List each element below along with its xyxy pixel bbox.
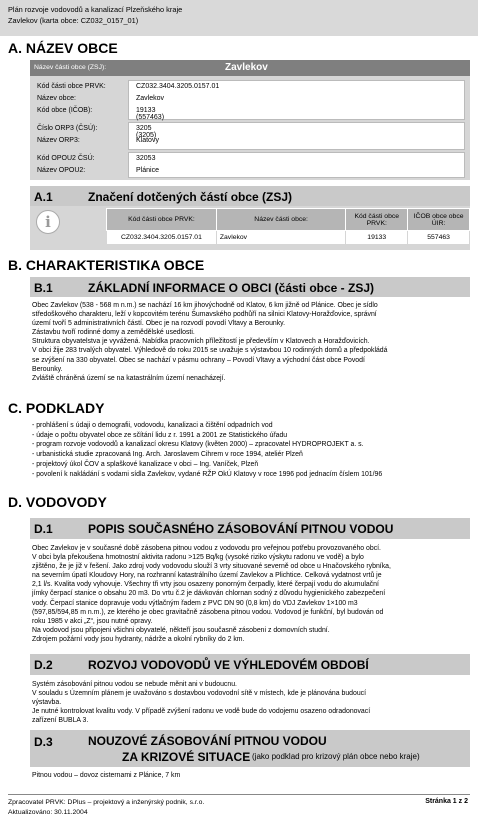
- info-key: Číslo ORP3 (ČSÚ):: [37, 125, 98, 132]
- section-a1-number: A.1: [34, 190, 53, 204]
- paragraph-line: na severním úpatí Kloudovy Hory, na rozhranní katastrálního území Zavlekov a Plichtice. Celková vydatnost vrtů je: [32, 572, 382, 580]
- section-a-title: A. NÁZEV OBCE: [8, 40, 118, 56]
- list-item: - povolení k nakládání s vodami sídla Zavlekov, vydané RŽP OkÚ Klatovy v roce 1996 pod jednacím číslem 101/96: [32, 470, 383, 478]
- section-d1-text: [32, 544, 470, 644]
- zsj-name-bar: [30, 60, 470, 76]
- paragraph-line: výstavba.: [32, 699, 62, 707]
- paragraph-line: Systém zásobování pitnou vodou se nebude měnit ani v budoucnu.: [32, 681, 237, 688]
- paragraph-line: roku 1985 v akci „Z“, jsou nutné opravy.: [32, 617, 153, 625]
- section-d1-bar: [30, 518, 470, 539]
- column-header: Kód části obce PRVK:: [107, 209, 217, 231]
- paragraph-line: Zástavbu tvoří rodinné domy a zemědělské usedlosti.: [32, 329, 195, 337]
- section-a1-bar: [30, 186, 470, 206]
- paragraph-line: zjištěno, že je již v řešení. Jako zdroj vody vodovodu slouží 3 vrty situované severně od obce u Hnačovského rybníka,: [32, 563, 391, 571]
- column-header: Kód části obce PRVK:: [346, 209, 408, 231]
- info-value: Zavlekov: [136, 95, 165, 102]
- paragraph-line: V obci žije 283 trvalých obyvatel. Výhledově do roku 2015 se uvažuje s výstavbou 10 rodinných domů a předpokládá: [32, 347, 388, 355]
- section-d3-number: D.3: [34, 735, 53, 749]
- footer-divider: [8, 794, 470, 795]
- info-value: Klatovy: [136, 137, 159, 144]
- section-d3-bar: [30, 730, 470, 767]
- section-d3-text: [32, 771, 470, 780]
- paragraph-line: Na vodovod jsou připojeni všichni obyvatelé, někteří jsou současně zásobeni z domovních studní.: [32, 626, 330, 634]
- page-number: Stránka 1 z 2: [425, 798, 468, 805]
- section-b1-bar: [30, 277, 470, 297]
- paragraph-line: Pitnou vodou – dovoz cisternami z Plánice, 7 km: [32, 772, 181, 779]
- list-item: - urbanistická studie zpracovaná Ing. Arch. Jaroslavem Cihrem v roce 1994, ateliér Plzeň: [32, 451, 303, 459]
- paragraph-line: 2,1 l/s. Kvalita vody vyhovuje. Všechny tři vrty jsou osazeny ponorným čerpadly, které čerpají vodu do akumulační: [32, 581, 379, 589]
- paragraph-line: Obec Zavlekov je v současné době zásobena pitnou vodou z vodovodu pro veřejnou potřebu provozovaného obcí.: [32, 545, 381, 552]
- paragraph-line: Zvláště chráněná území se na katastrálním území nenacházejí.: [32, 374, 226, 382]
- section-b-title: B. CHARAKTERISTIKA OBCE: [8, 257, 205, 273]
- paragraph-line: (597,85/594,85 m n.m.), ze kterého je obec gravitačně zásobena pitnou vodou. Vodovod je funkční, byl budován od: [32, 608, 384, 616]
- paragraph-line: Struktura obyvatelstva je vyvážená. Nabídka pracovních příležitostí je především v Klatovech a Horažďovicích.: [32, 338, 370, 346]
- section-d1-number: D.1: [34, 522, 53, 536]
- paragraph-line: Berounky.: [32, 365, 63, 373]
- paragraph-line: Zdrojem požární vody jsou hydranty, nádrže a okolní rybníky do 2 km.: [32, 635, 245, 643]
- table-cell: Zavlekov: [216, 231, 345, 245]
- info-value: 3205 (3205): [136, 125, 157, 139]
- column-header: Název části obce:: [216, 209, 345, 231]
- table-header-row: [107, 209, 470, 231]
- info-key: Název ORP3:: [37, 137, 80, 144]
- footer-line-1: Zpracovatel PRVK: DPlus – projektový a inženýrský podnik, s.r.o.: [8, 799, 205, 806]
- info-icon: i: [36, 210, 60, 234]
- info-value: 19133 (557463): [136, 107, 165, 121]
- section-d2-bar: [30, 654, 470, 675]
- section-d2-number: D.2: [34, 658, 53, 672]
- paragraph-line: Je nutné kontrolovat kvalitu vody. V případě zvýšení radonu ve vodě bude do vodojemu osazeno odradonovací: [32, 708, 371, 716]
- footer-info: [8, 798, 204, 818]
- sources-list: [32, 421, 470, 479]
- page-header: [0, 0, 478, 36]
- section-b1-text: [32, 301, 470, 383]
- info-key: Kód části obce PRVK:: [37, 83, 106, 90]
- table-cell: 557463: [408, 231, 470, 245]
- obec-info-box-2: [128, 122, 465, 150]
- table-cell: CZ032.3404.3205.0157.01: [107, 231, 217, 245]
- header-line-1: Plán rozvoje vodovodů a kanalizací Plzeňského kraje: [8, 5, 183, 14]
- paragraph-line: Obec Zavlekov (538 - 568 m n.m.) se nachází 16 km jihovýchodně od Klatov, 6 km jižně od Plánice. Obec je sídlo: [32, 302, 378, 309]
- zsj-table: [106, 208, 470, 245]
- paragraph-line: zařízení BUBLA 3.: [32, 717, 89, 725]
- info-key: Název obce:: [37, 95, 76, 102]
- list-item: - prohlášení s údaji o demografii, vodovodu, kanalizaci a čištění odpadních vod: [32, 422, 273, 429]
- section-d3-title-line1: NOUZOVÉ ZÁSOBOVÁNÍ PITNOU VODOU: [88, 734, 327, 748]
- info-value: CZ032.3404.3205.0157.01: [136, 83, 220, 90]
- list-item: - projektový úkol ČOV a splaškové kanalizace v obci – Ing. Vaníček, Plzeň: [32, 460, 259, 468]
- paragraph-line: V obci byla překoušena hmotnostní aktivita radonu >125 Bq/kg (vysoké riziko výskytu radonu ve vodě) a bylo: [32, 554, 364, 562]
- zsj-label: Název části obce (ZSJ):: [34, 64, 107, 71]
- paragraph-line: V souladu s Územním plánem je uvažováno s dostavbou vodovodní sítě v místech, kde je plánována budoucí: [32, 690, 367, 698]
- list-item: - program rozvoje vodovodů a kanalizací okresu Klatovy (květen 2000) – zpracovatel HYDROPROJEKT a. s.: [32, 441, 364, 449]
- paragraph-line: se zvýšení na 330 obyvatel. Obec se nachází v pásmu ochrany – Povodí Vltavy a východní část obce Povodí: [32, 356, 365, 364]
- paragraph-line: středoškového charakteru, leží v kopcovitém terénu Šumavského podhůří na silnici Klatovy-Horažďovice, správní: [32, 311, 377, 319]
- paragraph-line: vody. Čerpací stanice dopravuje vodu výtlačným řadem z PVC DN 90 (0,8 km) do VDJ Zavlekov 1×100 m3: [32, 599, 358, 607]
- section-b1-number: B.1: [34, 281, 53, 295]
- footer-line-2: Aktualizováno: 30.11.2004: [8, 809, 88, 816]
- paragraph-line: území tvoří 5 administrativních částí. Obec je na rozvodí povodí Vltavy a Berounky.: [32, 320, 286, 328]
- paragraph-line: jímky čerpací stanice o obsahu 20 m3. Do vrtu č.2 je dávkován chlornan sodný z důvodu hygienického zabezpečení: [32, 590, 386, 598]
- section-b1-title: ZÁKLADNÍ INFORMACE O OBCI (části obce - ZSJ): [88, 281, 375, 295]
- section-d3-title-note: (jako podklad pro krizový plán obce nebo kraje): [252, 752, 420, 761]
- section-d2-title: ROZVOJ VODOVODŮ VE VÝHLEDOVÉM OBDOBÍ: [88, 658, 369, 672]
- section-a1-title: Značení dotčených částí obce (ZSJ): [88, 190, 293, 204]
- section-d3-title-line2: ZA KRIZOVÉ SITUACE: [122, 750, 251, 764]
- table-row: [107, 231, 470, 245]
- info-key: Kód obce (IČOB):: [37, 107, 93, 114]
- column-header: IČOB obce obce ÚIR:: [408, 209, 470, 231]
- info-key: Kód OPOU2 ČSÚ:: [37, 155, 95, 162]
- table-cell: 19133: [346, 231, 408, 245]
- section-d-title: D. VODOVODY: [8, 494, 107, 510]
- info-value: 32053: [136, 155, 156, 162]
- info-key: Název OPOU2:: [37, 167, 86, 174]
- section-d2-text: [32, 680, 470, 725]
- section-c-title: C. PODKLADY: [8, 400, 105, 416]
- obec-info-box-3: [128, 152, 465, 178]
- zsj-value: Zavlekov: [225, 62, 268, 73]
- section-d1-title: POPIS SOUČASNÉHO ZÁSOBOVÁNÍ PITNOU VODOU: [88, 522, 394, 536]
- list-item: - údaje o počtu obyvatel obce ze sčítání lidu z r. 1991 a 2001 ze Statistického úřadu: [32, 431, 288, 439]
- header-line-2: Zavlekov (karta obce: CZ032_0157_01): [8, 16, 139, 25]
- info-value: Plánice: [136, 167, 159, 174]
